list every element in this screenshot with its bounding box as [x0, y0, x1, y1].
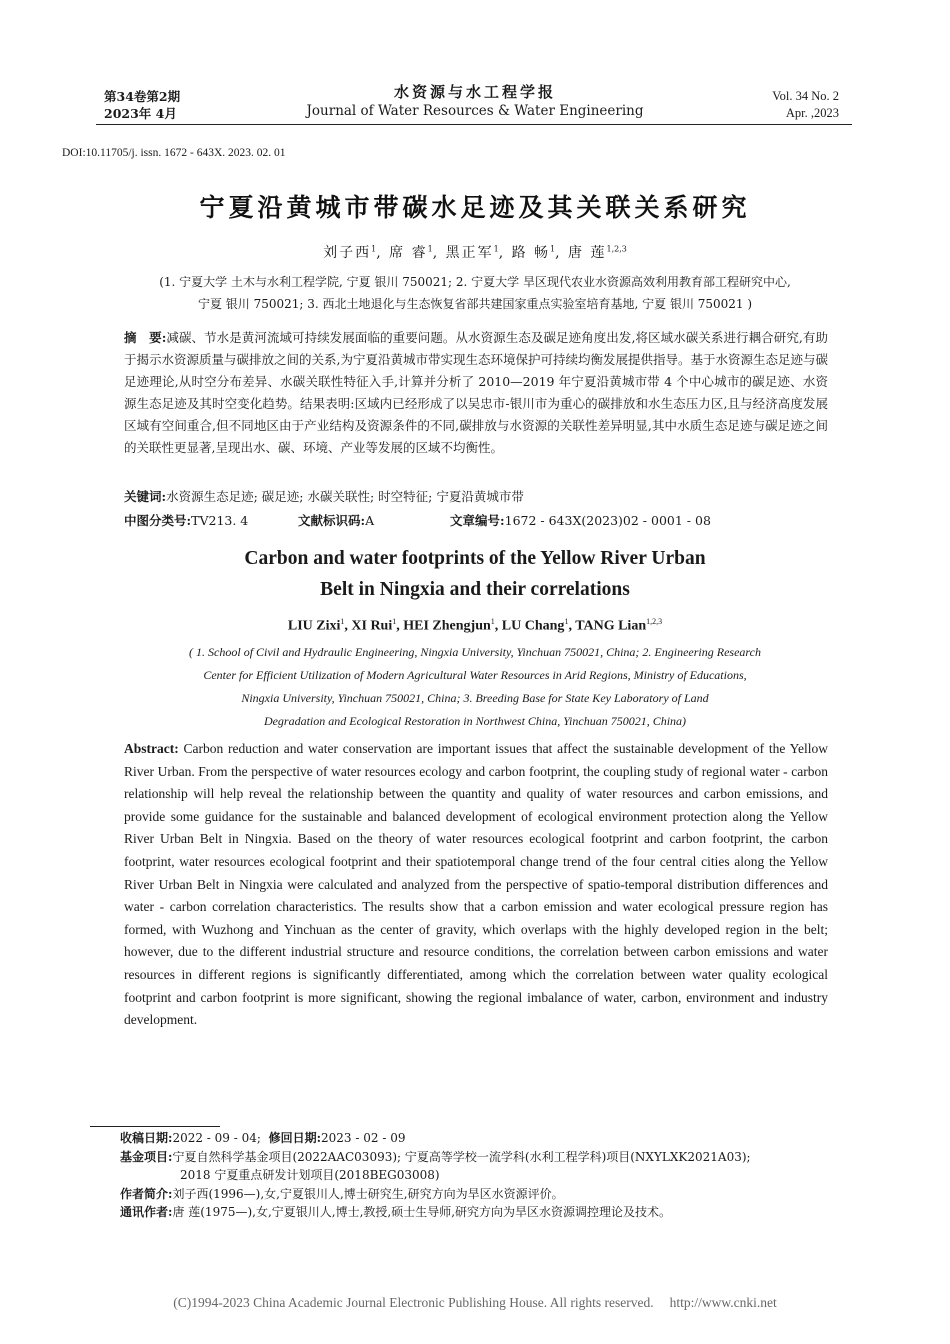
keywords-text-cn: 水资源生态足迹; 碳足迹; 水碳关联性; 时空特征; 宁夏沿黄城市带 [166, 489, 524, 504]
clc-label: 中图分类号: [124, 513, 192, 528]
volume-en: Vol. 34 No. 2 [772, 89, 839, 103]
keywords-cn [124, 487, 828, 507]
author-name-cn: 席 睿 [389, 245, 428, 261]
abstract-text-cn: 减碳、节水是黄河流域可持续发展面临的重要问题。从水资源生态及碳足迹角度出发,将区域水碳关系进行耦合研究,有助于揭示水资源质量与碳排放之间的关系,为宁夏沿黄城市带实现生态环境保护可持续均衡发展提供指导。基于水资源生态足迹与碳足迹理论,从时空分布差异、水碳关联性特征入手,计算并分析了 2010—2019 年宁夏沿黄城市带 4 个中心城市的碳足迹、水资源生态足迹及其时空变化趋势。结果表明:区域内已经形成了以吴忠市-银川市为重心的碳排放和水生态压力区,且与经济高度发展区域有空间重合,但不同地区由于产业结构及资源条件的不同,碳排放与水资源的关联性差异明显,其中水质生态足迹与碳足迹之间的关联性更显著,呈现出水、碳、环境、产业等发展的区域不均衡性。 [124, 330, 828, 455]
revised-date: 2023 - 02 - 09 [321, 1131, 406, 1145]
author-name-cn: 黑正军 [445, 245, 494, 261]
header-divider [96, 124, 852, 125]
author-name-en: LU Chang [501, 618, 565, 634]
author-affil-mark: 1 [371, 244, 377, 254]
abstract-text-en: Carbon reduction and water conservation are important issues that affect the sustainable development of the Yellow River Urban. From the perspective of water resources ecology and carbon footprint, the coupling study of regional water - carbon relationship will help reveal the relationship between the quantity and quality of water resources and carbon emissions, and provide some guidance for the sustainable and balanced development of ecological environment protection along the Yellow River Urban Belt in Ningxia. Based on the theory of water resources ecological footprint and carbon footprint, the carbon footprint, water resources ecological footprint and their spatiotemporal change trend of the four central cities along the Yellow River Urban Belt in Ningxia were calculated and analyzed from the perspective of spatio-temporal distribution differences and water - carbon correlation characteristics. The results show that a carbon emission and water ecological pressure region has formed, with Wuzhong and Yinchuan as the center of gravity, which overlaps with the highly developed region in the belt; however, due to the different industrial structure and resource conditions, the correlation between carbon emissions and water resources in different regions is significantly differentiated, among which the correlation between water quality ecological footprint and carbon footprint is more significant, showing the regional imbalance of water, carbon, environment and industry development. [124, 741, 829, 1028]
fund-line-continued: 2018 宁夏重点研发计划项目(2018BEG03008) [180, 1168, 440, 1182]
corresponding-author-line [120, 1203, 860, 1222]
issue-date-cn: 2023年 4月 [104, 106, 177, 121]
received-label: 收稿日期: [120, 1131, 173, 1145]
clc-number [124, 511, 248, 531]
fund-label: 基金项目: [120, 1149, 173, 1164]
issue-date-en: Apr. ,2023 [785, 106, 839, 120]
abstract-label-cn: 摘 要: [124, 330, 167, 345]
affiliation-line: Center for Efficient Utilization of Modern Agricultural Water Resources in Arid Regions, Ministry of Educations, [203, 668, 747, 682]
copyright-notice [0, 1295, 950, 1311]
dates-line [120, 1129, 860, 1148]
author-affil-mark: 1 [427, 244, 433, 254]
title-en-line: Carbon and water footprints of the Yellow River Urban [244, 548, 706, 569]
cnki-link[interactable]: http://www.cnki.net [669, 1295, 777, 1310]
affiliation-line: ( 1. School of Civil and Hydraulic Engineering, Ningxia University, Yinchuan 750021, China; 2. Engineering Research [189, 645, 761, 659]
title-en-line: Belt in Ningxia and their correlations [320, 579, 630, 600]
footnotes [120, 1129, 860, 1222]
paper-title-en [0, 543, 950, 605]
abstract-en [124, 738, 828, 1032]
received-date: 2022 - 09 - 04; [172, 1131, 261, 1145]
copyright-text: (C)1994-2023 China Academic Journal Electronic Publishing House. All rights reserved. [173, 1295, 654, 1310]
author-bio-label: 作者简介: [120, 1186, 173, 1201]
affiliation-line: 宁夏 银川 750021; 3. 西北土地退化与生态恢复省部共建国家重点实验室培育基地, 宁夏 银川 750021 ) [197, 297, 753, 311]
affiliations-en [100, 641, 850, 733]
corresponding-label: 通讯作者: [120, 1205, 173, 1219]
author-name-en: TANG Lian [575, 618, 647, 634]
corresponding-text: 唐 莲(1975—),女,宁夏银川人,博士,教授,硕士生导师,研究方向为旱区水资源调控理论及技术。 [172, 1205, 672, 1219]
author-bio-line [120, 1185, 860, 1204]
affiliation-line: (1. 宁夏大学 土木与水利工程学院, 宁夏 银川 750021; 2. 宁夏大学 旱区现代农业水资源高效利用教育部工程研究中心, [159, 275, 791, 289]
revised-label: 修回日期: [268, 1131, 322, 1145]
author-name-en: HEI Zhengjun [403, 618, 491, 634]
affiliation-line: Degradation and Ecological Restoration in Northwest China, Yinchuan 750021, China) [263, 714, 687, 728]
abstract-cn [124, 327, 828, 459]
document-code [298, 511, 374, 531]
author-affil-mark: 1 [392, 617, 397, 626]
journal-masthead [260, 82, 690, 121]
article-number-value: 1672 - 643X(2023)02 - 0001 - 08 [504, 513, 711, 528]
author-affil-mark: 1 [564, 617, 569, 626]
fund-line [120, 1148, 860, 1167]
article-number-label: 文章编号: [450, 513, 505, 528]
article-number [450, 511, 711, 531]
paper-title-cn: 宁夏沿黄城市带碳水足迹及其关联关系研究 [199, 193, 751, 222]
author-name-cn: 唐 莲 [568, 245, 607, 261]
doc-code-value: A [365, 513, 375, 528]
author-name-en: XI Rui [351, 618, 393, 634]
author-bio-text: 刘子西(1996—),女,宁夏银川人,博士研究生,研究方向为旱区水资源评价。 [172, 1186, 564, 1201]
author-list-cn: 刘子西$^1$, 席 睿$^1$, 黑正军$^1$, 路 畅$^1$, 唐 莲$^{1,2,3}$ [323, 244, 627, 261]
author-name-cn: 路 畅 [511, 245, 551, 261]
author-affil-mark: 1 [550, 244, 556, 254]
author-affil-mark: 1 [493, 244, 499, 254]
author-name-cn: 刘子西 [323, 245, 372, 261]
affiliation-line: Ningxia University, Yinchuan 750021, China; 3. Breeding Base for State Key Laboratory of Land [241, 691, 709, 705]
doi[interactable]: DOI:10.11705/j. issn. 1672 - 643X. 2023. 02. 01 [62, 147, 286, 159]
clc-value: TV213. 4 [191, 513, 249, 528]
affiliations-cn [80, 271, 870, 315]
issue-info-en [772, 88, 839, 122]
author-affil-mark: 1,2,3 [606, 244, 627, 254]
author-affil-mark: 1 [340, 617, 345, 626]
author-list-en: LIU Zixi$^1$, XI Rui$^1$, HEI Zhengjun$^1$, LU Chang$^1$, TANG Lian$^{1,2,3}$ [287, 617, 663, 634]
footnote-divider [90, 1126, 220, 1127]
journal-name-cn: 水资源与水工程学报 [393, 83, 556, 101]
fund-text: 宁夏自然科学基金项目(2022AAC03093); 宁夏高等学校一流学科(水利工程学科)项目(NXYLXK2021A03); [172, 1149, 751, 1164]
author-affil-mark: 1 [490, 617, 495, 626]
author-affil-mark: 1,2,3 [646, 617, 663, 626]
issue-info-cn [104, 88, 180, 122]
abstract-label-en: Abstract: [124, 741, 179, 756]
doc-code-label: 文献标识码: [298, 513, 366, 528]
keywords-label-cn: 关键词: [124, 489, 167, 504]
issue-number-cn: 第34卷第2期 [104, 89, 181, 104]
journal-name-en: Journal of Water Resources & Water Engineering [306, 103, 644, 119]
author-name-en: LIU Zixi [287, 618, 341, 634]
